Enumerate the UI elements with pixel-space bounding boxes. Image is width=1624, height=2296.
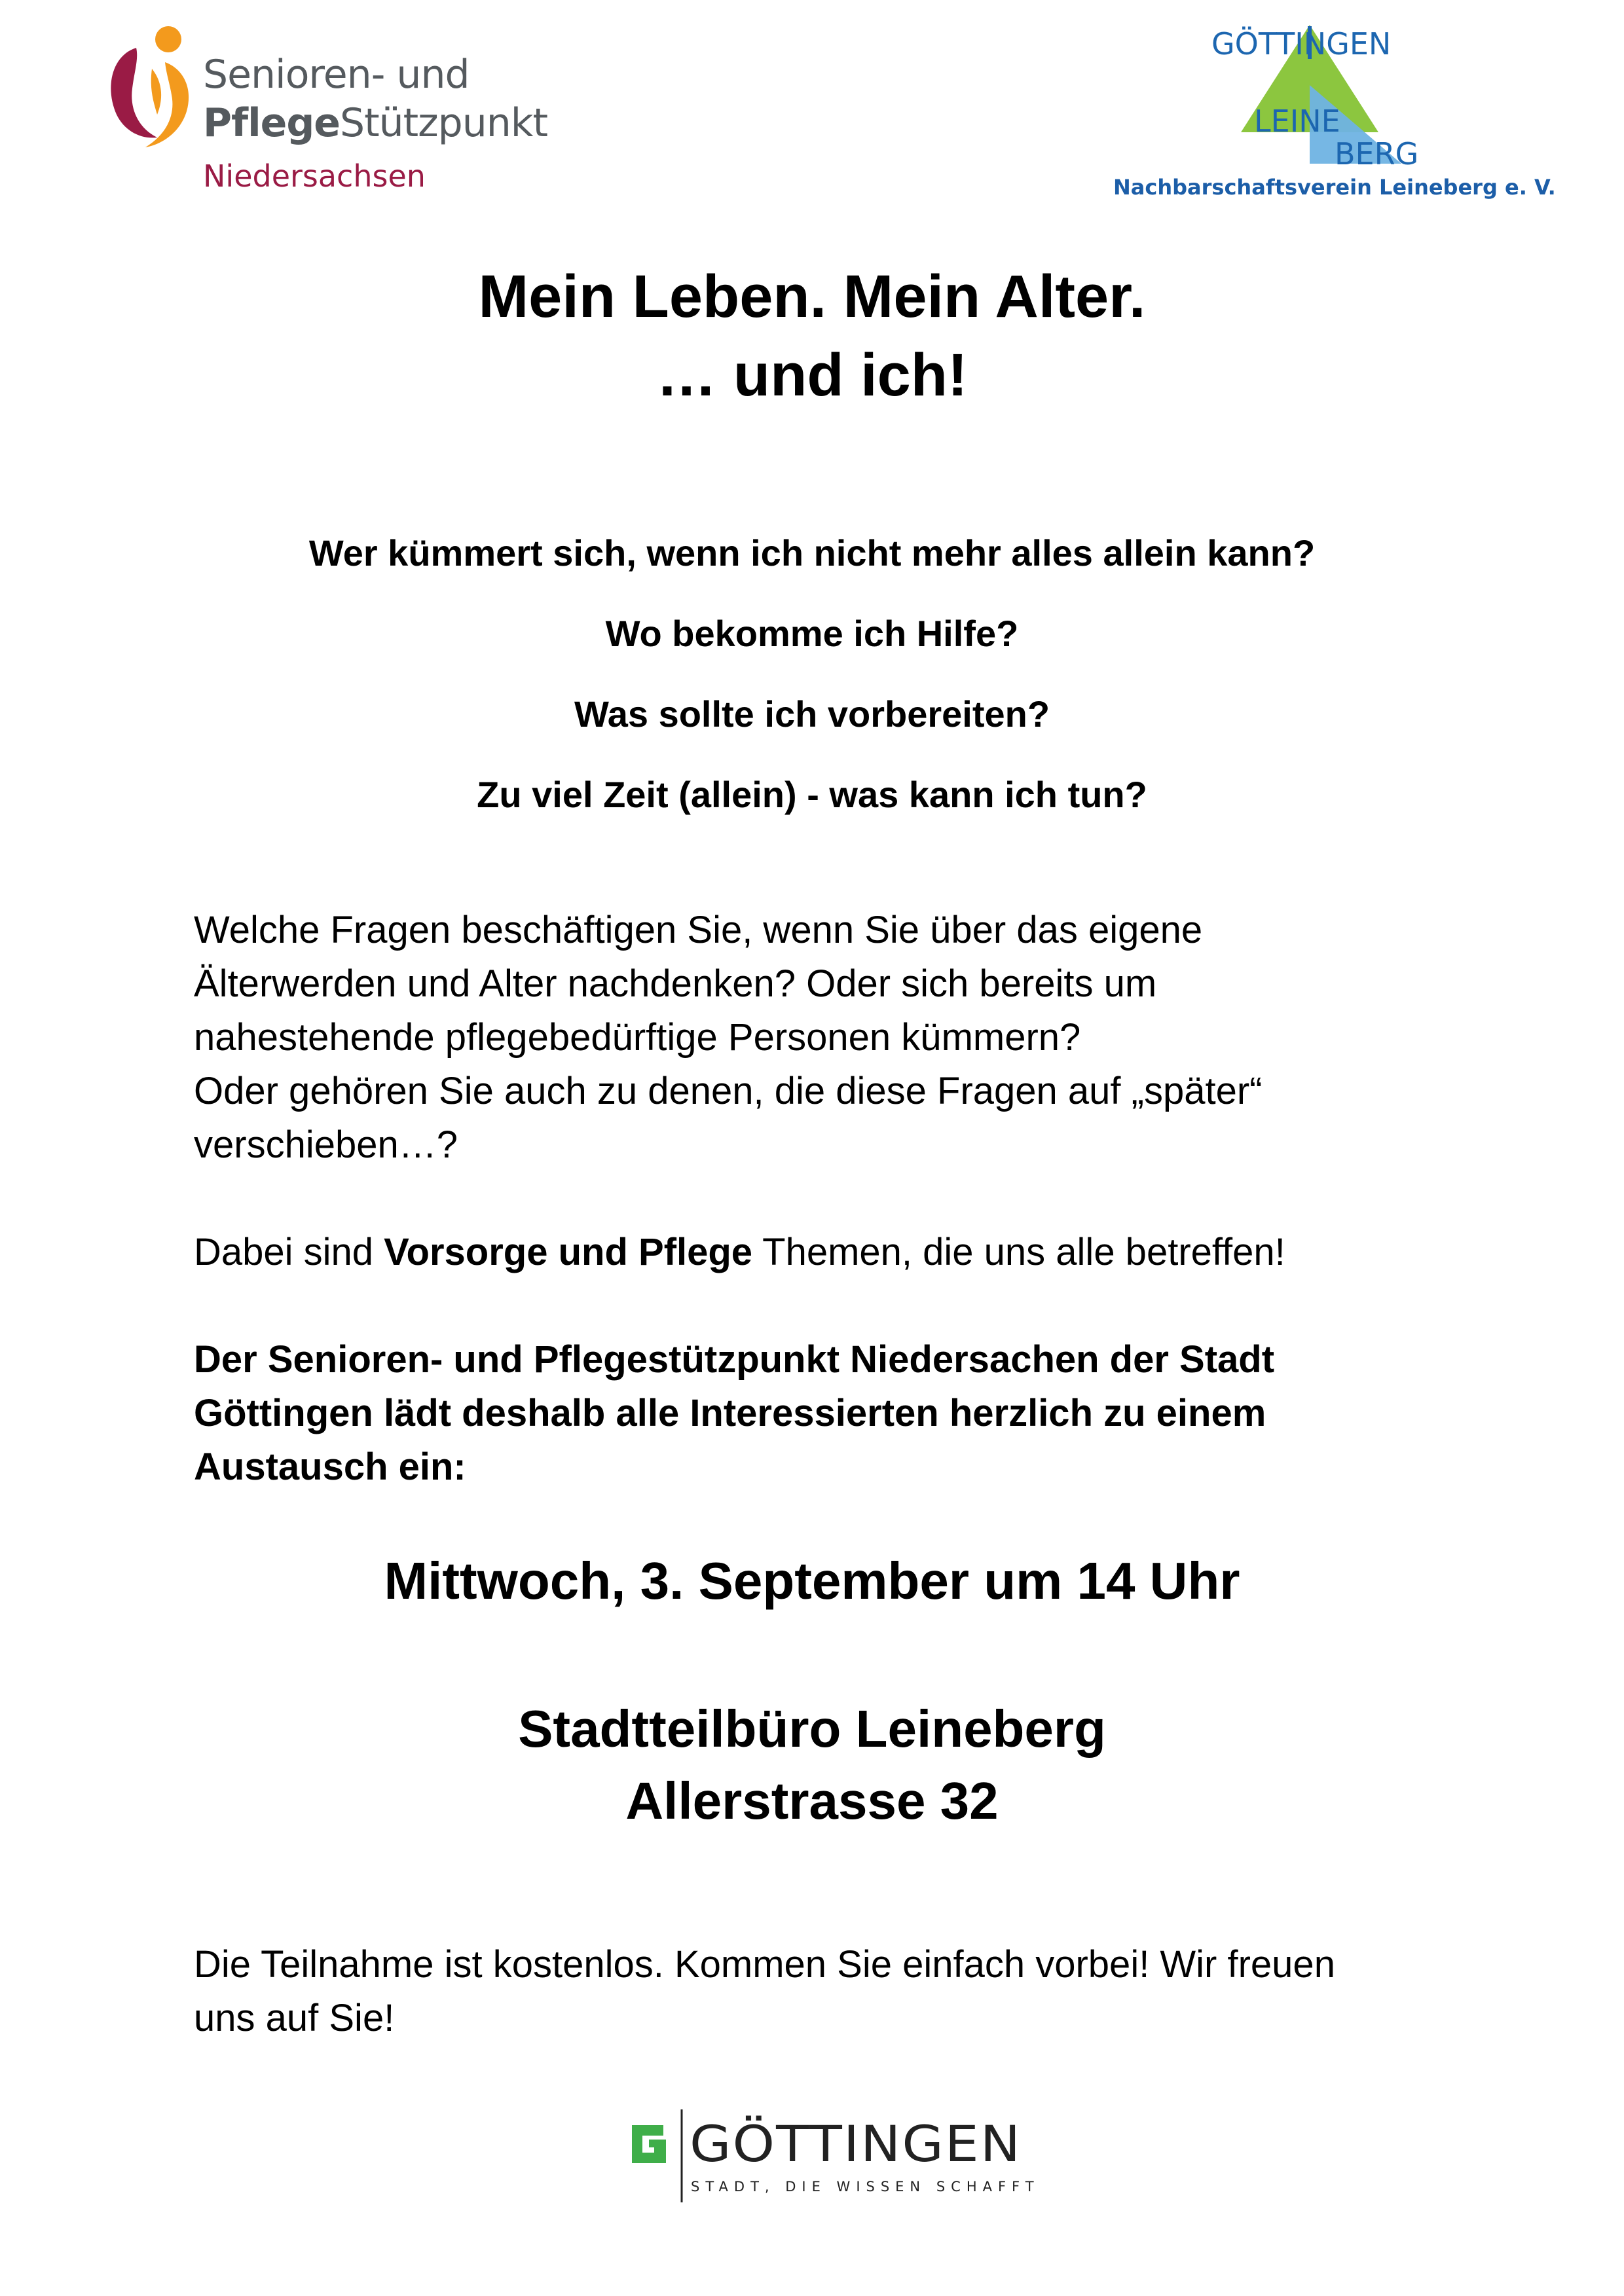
invitation-line: Austausch ein: bbox=[194, 1446, 466, 1488]
intro-line: verschieben…? bbox=[194, 1123, 458, 1166]
footer-logo-name: GÖTTINGEN bbox=[690, 2115, 1022, 2174]
intro-line: Älterwerden und Alter nachdenken? Oder sich bereits um bbox=[194, 962, 1157, 1005]
question-4: Zu viel Zeit (allein) - was kann ich tun? bbox=[477, 774, 1147, 815]
event-venue: Stadtteilbüro Leineberg bbox=[518, 1700, 1106, 1758]
event-date: Mittwoch, 3. September um 14 Uhr bbox=[384, 1552, 1240, 1610]
logo-left-stuetzpunkt: Stützpunkt bbox=[339, 100, 548, 146]
logo-left-pflege: Pflege bbox=[203, 100, 340, 146]
question-1: Wer kümmert sich, wenn ich nicht mehr alles allein kann? bbox=[308, 532, 1316, 574]
logo-swirl-icon bbox=[105, 23, 203, 154]
stadt-goettingen-logo bbox=[625, 2107, 1040, 2205]
question-3: Was sollte ich vorbereiten? bbox=[574, 693, 1050, 735]
invitation-paragraph bbox=[194, 1333, 1477, 1494]
footer-logo-tagline: STADT, DIE WISSEN SCHAFFT bbox=[691, 2179, 1040, 2195]
invitation-line: Göttingen lädt deshalb alle Interessierten herzlich zu einem bbox=[194, 1392, 1266, 1434]
closing-paragraph bbox=[194, 1938, 1477, 2045]
title-line1: Mein Leben. Mein Alter. bbox=[478, 263, 1146, 330]
topics-strong: Vorsorge und Pflege bbox=[384, 1231, 753, 1273]
leineberg-verein-logo bbox=[1113, 20, 1565, 210]
event-address: Allerstrasse 32 bbox=[625, 1772, 999, 1830]
intro-line: Oder gehören Sie auch zu denen, die diese Fragen auf „später“ bbox=[194, 1070, 1263, 1112]
topics-pre: Dabei sind bbox=[194, 1231, 384, 1273]
logo-right-verein: Nachbarschaftsverein Leineberg e. V. bbox=[1113, 175, 1556, 200]
logo-right-goettingen: GÖTTINGEN bbox=[1211, 26, 1392, 62]
senioren-pflegestuetzpunkt-logo bbox=[105, 23, 548, 200]
topics-paragraph bbox=[194, 1226, 1477, 1279]
intro-line: nahestehende pflegebedürftige Personen kümmern? bbox=[194, 1016, 1081, 1059]
title-line2: … und ich! bbox=[656, 342, 968, 409]
logo-right-berg: BERG bbox=[1335, 136, 1419, 172]
topics-post: Themen, die uns alle betreffen! bbox=[752, 1231, 1285, 1273]
intro-line: Welche Fragen beschäftigen Sie, wenn Sie über das eigene bbox=[194, 909, 1203, 951]
closing-line: uns auf Sie! bbox=[194, 1997, 395, 2039]
logo-left-region: Niedersachsen bbox=[203, 158, 426, 194]
logo-left-line1: Senioren- und bbox=[203, 52, 470, 98]
logo-left-line2 bbox=[203, 100, 547, 146]
goettingen-g-icon bbox=[625, 2107, 691, 2205]
closing-line: Die Teilnahme ist kostenlos. Kommen Sie einfach vorbei! Wir freuen bbox=[194, 1943, 1335, 1986]
intro-paragraph bbox=[194, 903, 1477, 1172]
logo-right-leine: LEINE bbox=[1254, 103, 1340, 139]
invitation-line: Der Senioren- und Pflegestützpunkt Niedersachen der Stadt bbox=[194, 1338, 1275, 1381]
question-2: Wo bekomme ich Hilfe? bbox=[605, 613, 1019, 654]
page-title bbox=[0, 257, 1624, 414]
